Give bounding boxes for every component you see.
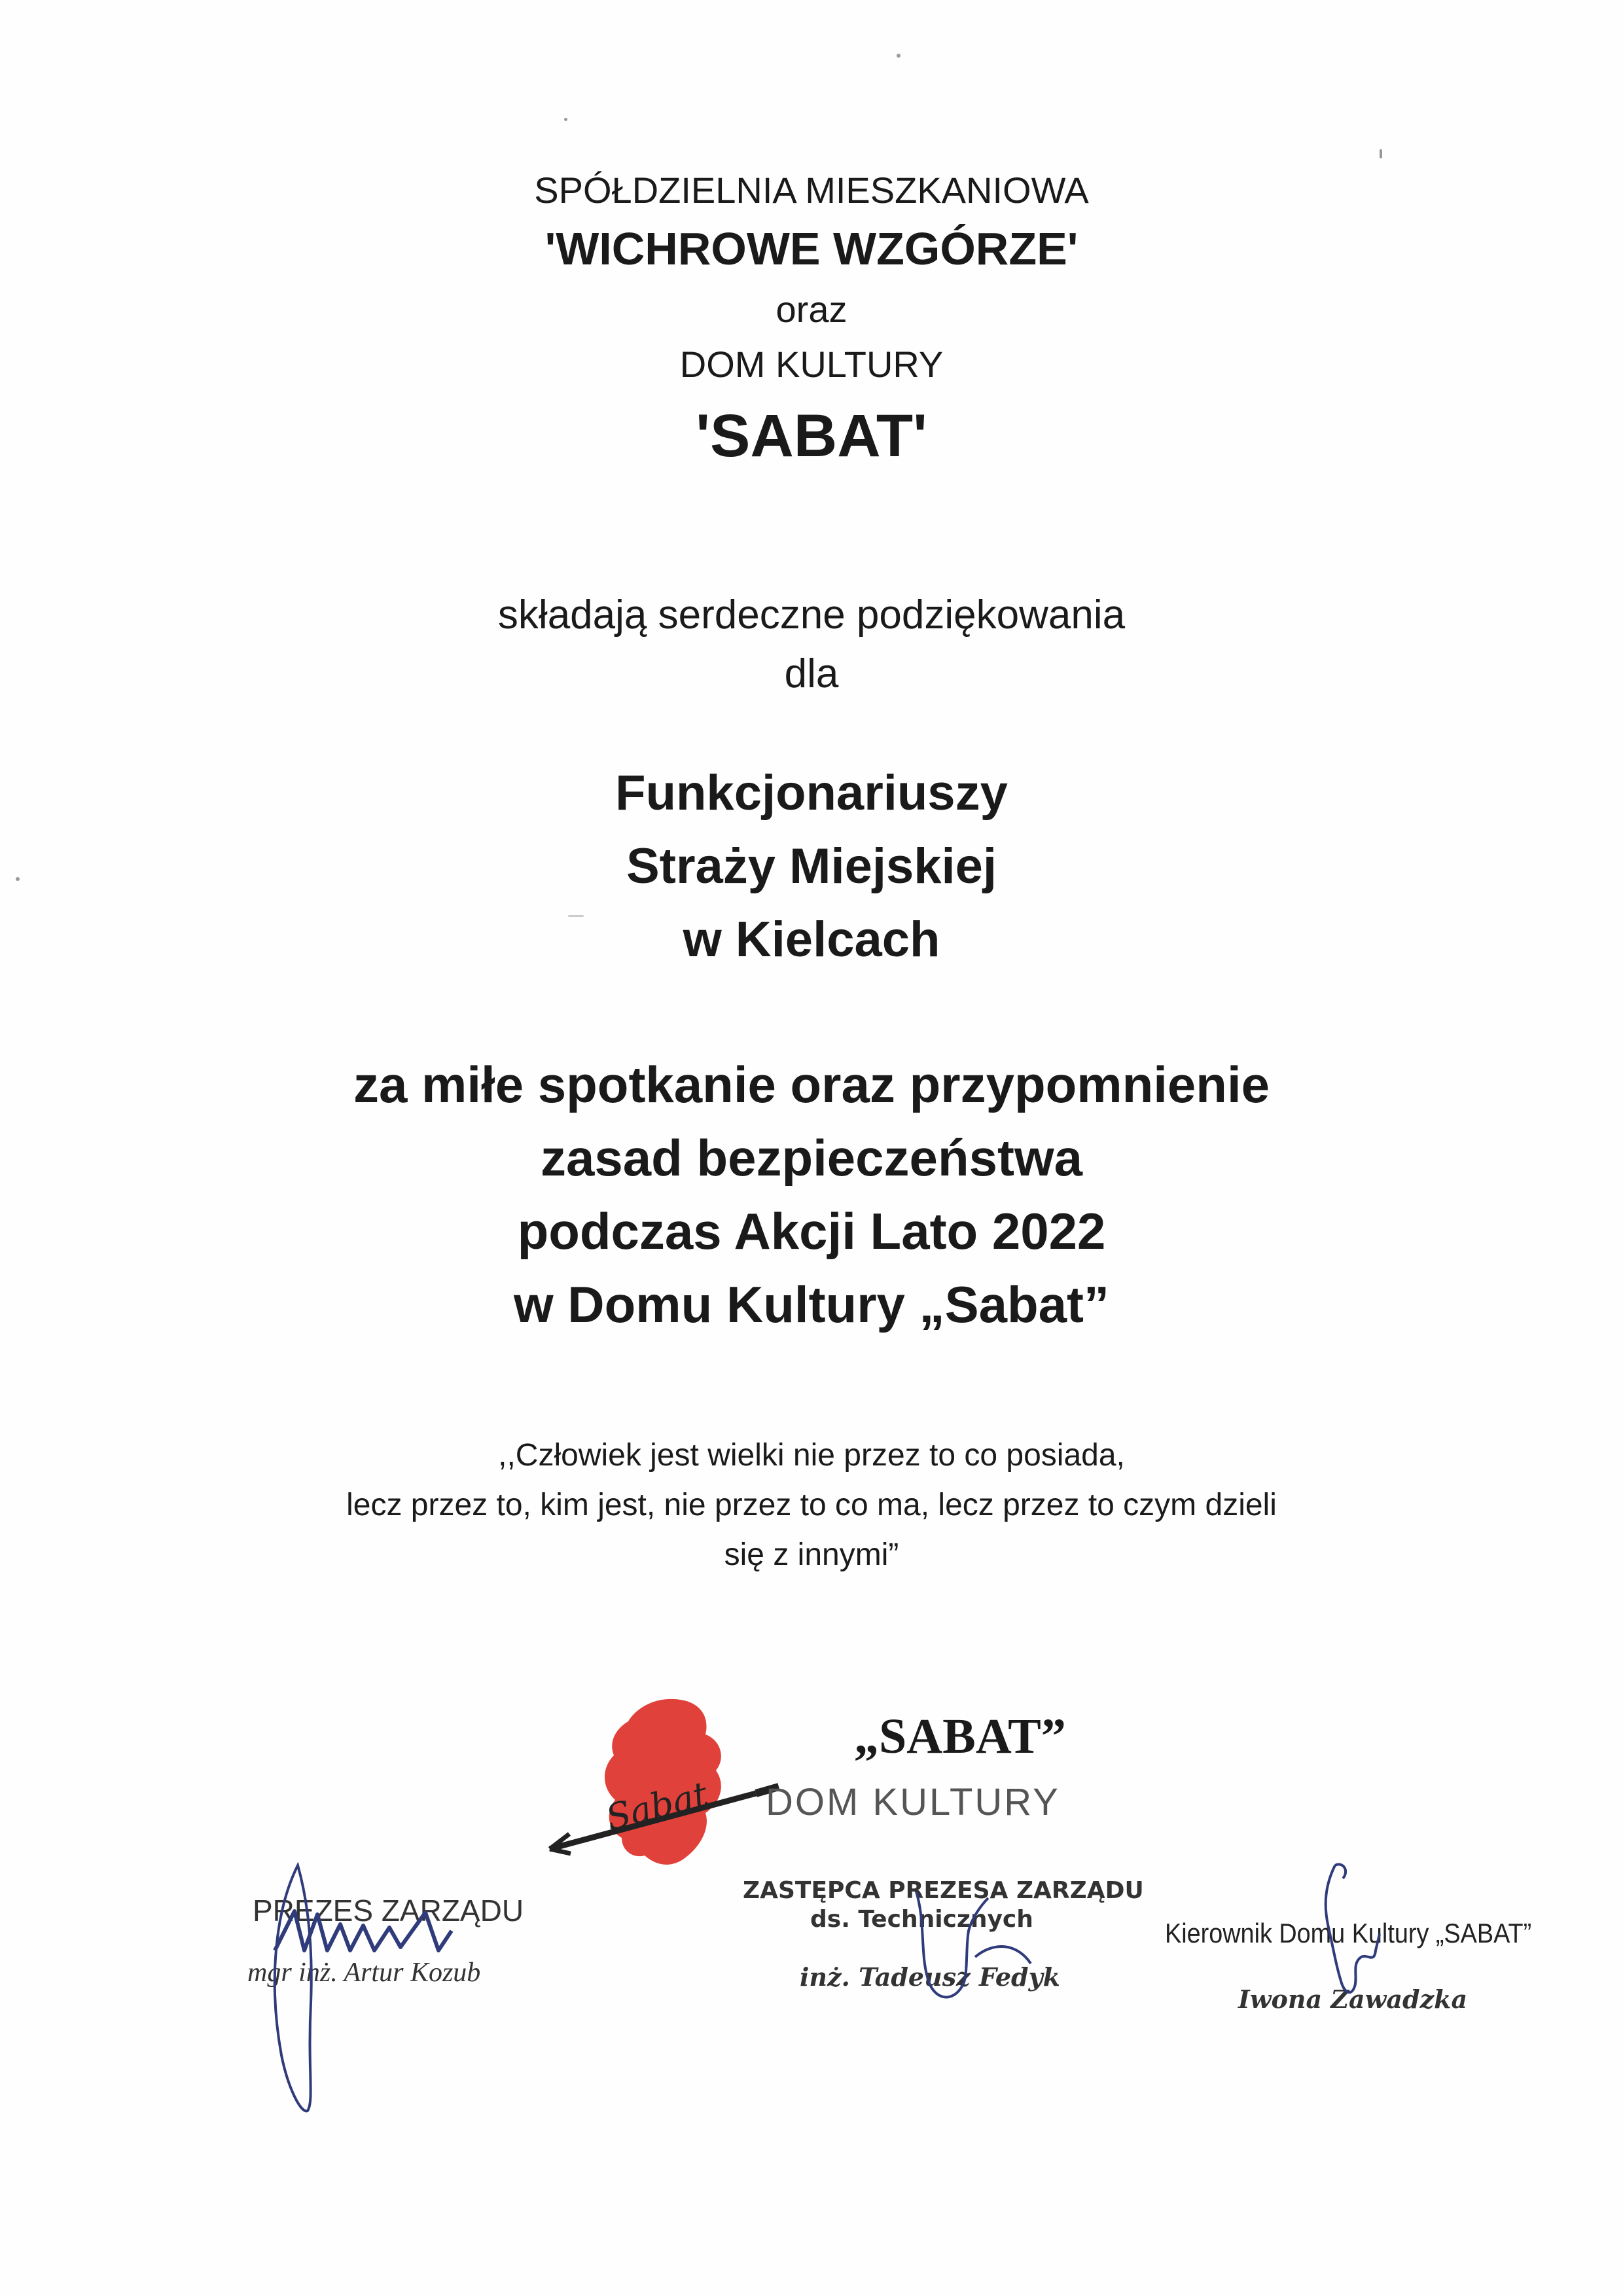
reason-line-2: zasad bezpieczeństwa: [541, 1129, 1082, 1187]
header-line-1: SPÓŁDZIELNIA MIESZKANIOWA: [534, 170, 1089, 211]
thanks-line-2: dla: [784, 651, 839, 696]
quote-line-1: ,,Człowiek jest wielki nie przez to co posiada,: [498, 1438, 1125, 1473]
quote-line-3: się z innymi”: [724, 1537, 899, 1572]
stamp-right-name: Iwona Zawadzka: [1238, 1984, 1468, 2014]
thanks-line-1: składają serdeczne podziękowania: [497, 592, 1126, 637]
logo-name: „SABAT”: [854, 1709, 1066, 1764]
header-line-3: oraz: [776, 289, 847, 330]
quote-line-2: lecz przez to, kim jest, nie przez to co ma, lecz przez to czym dzieli: [346, 1488, 1277, 1522]
recipient-line-1: Funkcjonariuszy: [615, 765, 1008, 821]
signature-center: [890, 1878, 1086, 2022]
signature-right: [1302, 1852, 1446, 2049]
header-line-4: DOM KULTURY: [679, 344, 944, 385]
recipient-line-2: Straży Miejskiej: [626, 838, 997, 894]
stamp-left-name: mgr inż. Artur Kozub: [247, 1958, 481, 1988]
reason-line-3: podczas Akcji Lato 2022: [517, 1202, 1106, 1260]
stamp-center-subtitle: ds. Technicznych: [810, 1906, 1033, 1933]
paper-speck: [564, 118, 567, 121]
header-line-2: 'WICHROWE WZGÓRZE': [544, 223, 1079, 274]
reason-line-4: w Domu Kultury „Sabat”: [513, 1276, 1110, 1333]
signature-left: [229, 1852, 504, 2127]
reason-line-1: za miłe spotkanie oraz przypomnienie: [353, 1056, 1270, 1113]
header-line-5: 'SABAT': [696, 403, 927, 469]
recipient-line-3: w Kielcach: [683, 912, 940, 967]
paper-speck: [568, 915, 584, 917]
paper-speck: [1380, 149, 1382, 158]
stamp-right-title: Kierownik Domu Kultury „SABAT”: [1165, 1918, 1532, 1948]
logo-subtitle: DOM KULTURY: [766, 1781, 1060, 1823]
paper-speck: [897, 54, 901, 58]
sabat-logo: [530, 1689, 1119, 1885]
logo-signature-text: Sabat: [601, 1773, 712, 1839]
stamp-left-title: PREZES ZARZĄDU: [253, 1893, 524, 1928]
stamp-center-title: ZASTĘPCA PREZESA ZARZĄDU: [743, 1877, 1144, 1904]
paper-speck: [16, 877, 20, 881]
stamp-center-name: inż. Tadeusz Fedyk: [800, 1962, 1060, 1992]
